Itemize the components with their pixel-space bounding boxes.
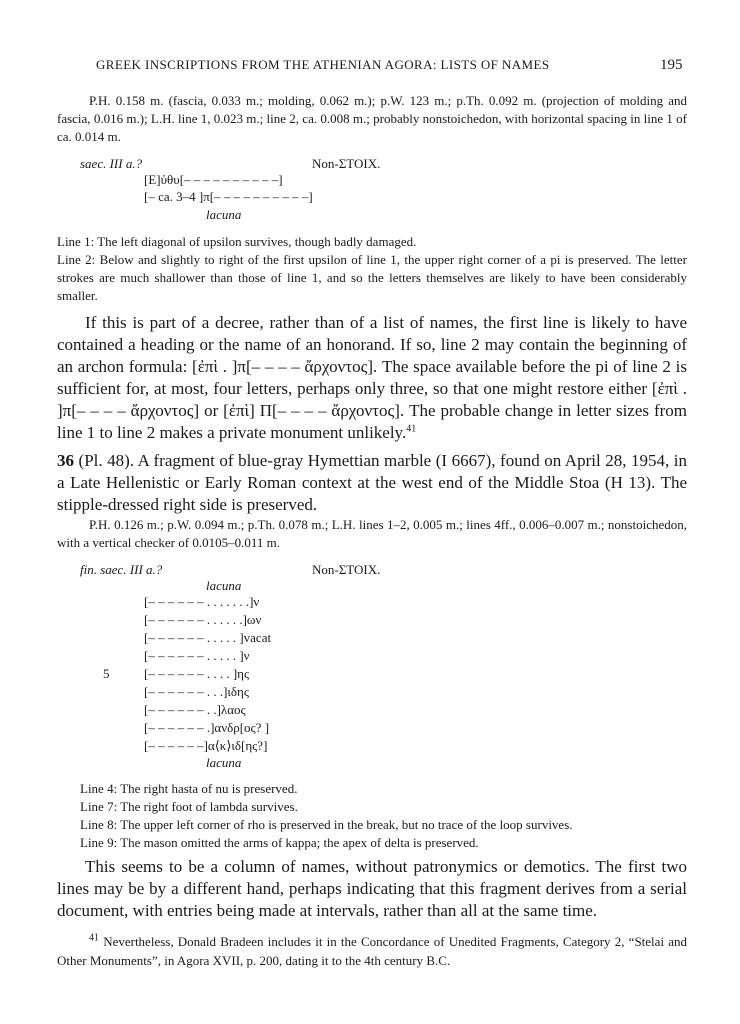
note-line8-36: Line 8: The upper left corner of rho is preserved in the break, but no trace of the loop survives. bbox=[80, 817, 573, 832]
note-line2-35: Line 2: Below and slightly to right of the first upsilon of line 1, the upper right corner of a pi is preserved. The letter strokes are much shallower than those of line 1, and so the letters themselves are likely to have been considerably smaller. bbox=[57, 252, 687, 303]
intro-36-text: (Pl. 48). A fragment of blue-gray Hymettian marble (I 6667), found on April 28, 1954, in a Late Hellenistic or Early Roman context at the west end of the Middle Stoa (H 13). The stipple-dressed right side is preserved. bbox=[57, 451, 687, 514]
page-number: 195 bbox=[660, 57, 683, 73]
text-line-2-35: [– ca. 3–4 ]π[– – – – – – – – – –] bbox=[144, 189, 313, 204]
lacuna-bottom-36: lacuna bbox=[206, 755, 242, 770]
measurements-36: P.H. 0.126 m.; p.W. 0.094 m.; p.Th. 0.078 m.; L.H. lines 1–2, 0.005 m.; lines 4ff., 0.006–0.007 m.; nonstoichedon, with a vertical checker of 0.0105–0.011 m. bbox=[57, 517, 687, 550]
footnote-41 bbox=[57, 932, 687, 970]
intro-36 bbox=[57, 450, 687, 516]
commentary-36: This seems to be a column of names, without patronymics or demotics. The first two lines may be by a different hand, perhaps indicating that this fragment derives from a serial document, with entries being made at intervals, rather than all at the same time. bbox=[57, 857, 687, 920]
line-number-5: 5 bbox=[103, 666, 110, 681]
date-36: fin. saec. III a.? bbox=[80, 562, 163, 577]
measurements-35: P.H. 0.158 m. (fascia, 0.033 m.; molding, 0.062 m.); p.W. 123 m.; p.Th. 0.092 m. (projection of molding and fascia, 0.016 m.); L.H. line 1, 0.023 m.; line 2, ca. 0.008 m.; probably nonstoichedon, with horizontal spacing in line 1 of ca. 0.014 m. bbox=[57, 93, 687, 144]
note-line7-36: Line 7: The right foot of lambda survives. bbox=[80, 799, 298, 814]
text-line-3-36: [– – – – – – . . . . . ]vacat bbox=[144, 630, 272, 645]
style-35: Non-ΣΤΟΙΧ. bbox=[312, 156, 381, 171]
entry-number-36: 36 bbox=[57, 451, 74, 470]
text-line-6-36: [– – – – – – . . .]ιδης bbox=[144, 684, 249, 699]
text-line-9-36: [– – – – – –]α⟨κ⟩ιδ[ης?] bbox=[144, 738, 268, 753]
text-line-1-36: [– – – – – – . . . . . . .]ν bbox=[144, 594, 260, 609]
lacuna-top-36: lacuna bbox=[206, 578, 242, 593]
running-header: GREEK INSCRIPTIONS FROM THE ATHENIAN AGORA: LISTS OF NAMES bbox=[96, 57, 550, 72]
lacuna-35: lacuna bbox=[206, 207, 242, 222]
footnote-ref-41: 41 bbox=[406, 423, 417, 435]
text-line-2-36: [– – – – – – . . . . . .]ων bbox=[144, 612, 262, 627]
note-line4-36: Line 4: The right hasta of nu is preserved. bbox=[80, 781, 298, 796]
text-line-8-36: [– – – – – – .]ανδρ[ος? ] bbox=[144, 720, 270, 735]
commentary-35 bbox=[57, 312, 687, 444]
footnote-number: 41 bbox=[89, 932, 99, 944]
commentary-35-text: If this is part of a decree, rather than of a list of names, the first line is likely to have contained a heading or the name of an honorand. If so, line 2 may contain the beginning of an archon formula: [ἐπὶ . ]π[– – – – ἄρχοντος]. The space available before the pi of line 2 is sufficient for, at most, four letters, perhaps only three, so that one might restore either [ἐπὶ . ]π[– – – – ἄρχοντος] or [ἐπὶ] Π[– – – – ἄρχοντος]. The probable change in letter sizes from line 1 to line 2 makes a private monument unlikely. bbox=[57, 313, 687, 442]
style-36: Non-ΣΤΟΙΧ. bbox=[312, 562, 381, 577]
note-line9-36: Line 9: The mason omitted the arms of kappa; the apex of delta is preserved. bbox=[80, 835, 479, 850]
note-line1-35: Line 1: The left diagonal of upsilon survives, though badly damaged. bbox=[57, 234, 417, 249]
text-line-5-36: [– – – – – – . . . . ]ης bbox=[144, 666, 250, 681]
text-line-4-36: [– – – – – – . . . . . ]ν bbox=[144, 648, 250, 663]
date-35: saec. III a.? bbox=[80, 156, 143, 171]
text-line-7-36: [– – – – – – . .]λαος bbox=[144, 702, 246, 717]
text-line-1-35: [Ε]ὐθυ[– – – – – – – – – –] bbox=[144, 172, 283, 187]
footnote-text: Nevertheless, Donald Bradeen includes it in the Concordance of Unedited Fragments, Category 2, “Stelai and Other Monuments”, in Agora XVII, p. 200, dating it to the 4th century B.C. bbox=[57, 934, 688, 968]
